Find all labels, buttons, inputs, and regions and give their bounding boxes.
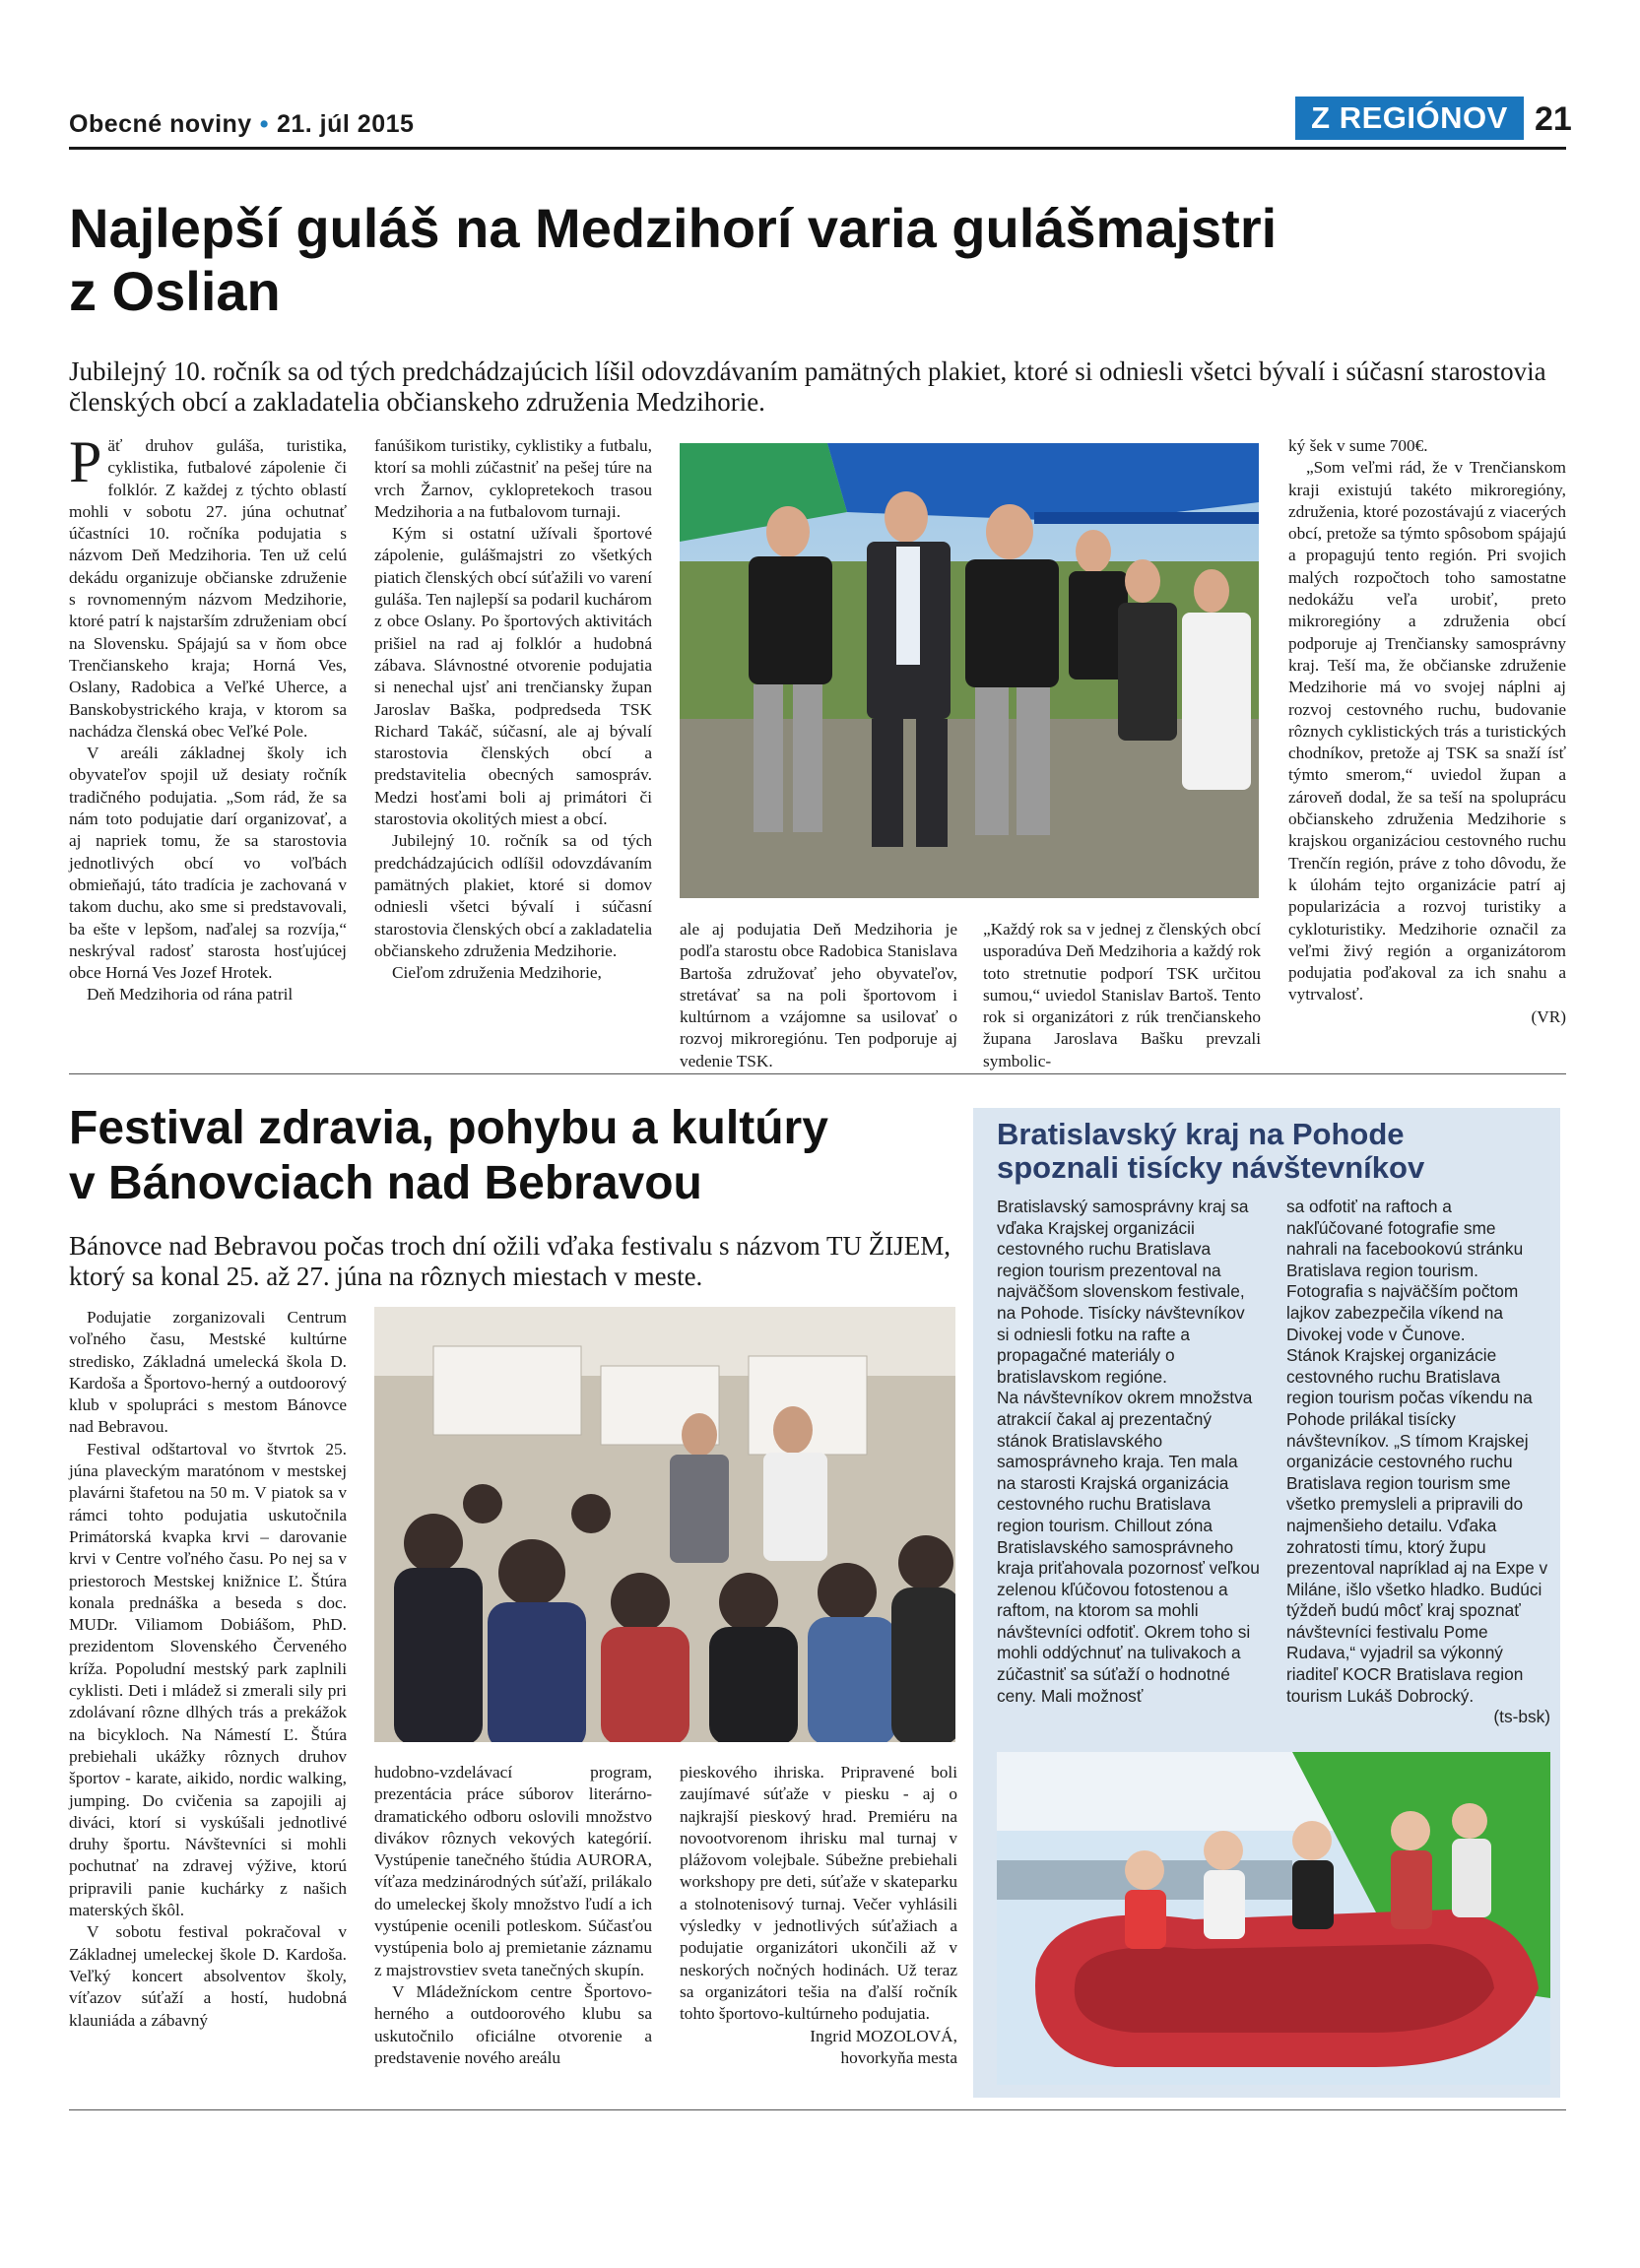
sidebox-col2-paragraph: sa odfotiť na raftoch a nakľúčované fotografie sme nahrali na facebookovú stránku Bratislava region tourism. Fotografia s najväčším počtom lajkov zabezpečila víkend na Divokej vode v Čunove. [1286, 1197, 1524, 1344]
article1-col1-paragraph: Deň Medzihoria od rána patril [87, 985, 294, 1004]
article1-headline-line2: z Oslian [69, 260, 281, 322]
article1-lead: Jubilejný 10. ročník sa od tých predchádzajúcich líšil odovzdávaním pamätných plakiet, ktoré si odniesli všetci bývalí i súčasní starostovia členských obcí a zakladatelia občianskeho združenia Medzihorie. [69, 356, 1546, 417]
drop-cap: P [69, 429, 102, 494]
sidebox-headline [997, 1118, 1548, 1185]
article2-column-2 [374, 1762, 652, 2069]
issue-date: 21. júl 2015 [276, 110, 415, 138]
article1-col3-paragraph: ale aj podujatia Deň Medzihoria je podľa starostu obce Radobica Stanislava Bartoša združovať jeho obyvateľov, stretávať sa na poli športovom i kultúrnom a vzájomne sa usilovať o rozvoj mikroregiónu. Ten podporuje aj vedenie TSK. [680, 920, 957, 1070]
article1-col2-paragraph: Cieľom združenia Medzihorie, [392, 963, 602, 983]
article1-col4-paragraph: „Každý rok sa v jednej z členských obcí usporadúva Deň Medzihoria a každý rok toto stretnutie podporí TSK určitou sumou,“ uviedol Stanislav Bartoš. Tento rok si organizátori z rúk trenčianskeho župana Jaroslava Bašku prevzali symbolic- [983, 920, 1261, 1070]
article1-col2-paragraph: Kým si ostatní užívali športové zápolenie, gulášmajstri zo všetkých piatich členských obcí súťažili vo varení guláša. Ten najlepší sa podaril kuchárom z obce Oslany. Po športových aktivitách prišiel na rad aj folklór a hudobná zábava. Slávnostné otvorenie podujatia si nenechal ujsť ani trenčiansky župan Jaroslav Baška, podpredseda TSK Richard Takáč, súčasní, ale aj bývalí starostovia členských obcí a predstavitelia obecných samospráv. Medzi hosťami boli aj primátori či starostovia okolitých miest a obcí. [374, 524, 652, 829]
group-photo-image [680, 443, 1259, 898]
article2-headline [69, 1101, 955, 1211]
article2-lead: Bánovce nad Bebravou počas troch dní ožili vďaka festivalu s názvom TU ŽIJEM, ktorý sa konal 25. až 27. júna na rôznych miestach v meste. [69, 1231, 951, 1291]
article2-col1-paragraph: Festival odštartoval vo štvrtok 25. júna plaveckým maratónom v mestskej plavárni štafetou na 50 m. V piatok sa v rámci tohto podujatia uskutočnila Primátorská kvapka krvi – darovanie krvi v Centre voľného času. Po nej sa v priestoroch Mestskej knižnice Ľ. Štúra konala prednáška a beseda s doc. MUDr. Viliamom Dobiášom, PhD. prezidentom Slovenského Červeného kríža. Popoludní mestský park zaplnili cyklisti. Deti i mládež si zmerali sily pri zdolávaní rôzne dlhých trás a prekážok na bicykloch. Na Námestí Ľ. Štúra prebiehali ukážky rôznych druhov športov - karate, aikido, nordic walking, jumping. Do cvičenia sa zapojili aj diváci, ktorí si vyskúšali jednotlivé druhy športu. Návštevníci si mohli pochutnať na zdravej výžive, ktorú pripravili panie kuchárky z našich materských škôl. [69, 1439, 347, 1920]
article2-headline-line2: v Bánovciach nad Bebravou [69, 1157, 702, 1209]
sidebox-col2-paragraph: Stánok Krajskej organizácie cestovného ruchu Bratislava region tourism počas víkendu na Pohode prilákal tisícky návštevníkov. „S tímom Krajskej organizácie cestovného ruchu Bratislava region tourism sme všetko premysleli a pripravili do najmenšieho detailu. Vďaka zohratosti tímu, ktorý župu prezentoval napríklad aj na Expe v Miláne, išlo všetko hladko. Budúci týždeň budú môcť kraj spoznať návštevníci festivalu Pome Rudava,“ vyjadril sa výkonný riaditeľ KOCR Bratislava region tourism Lukáš Dobrocký. [1286, 1345, 1548, 1706]
masthead [69, 110, 414, 139]
sidebox-col1-paragraph: Na návštevníkov okrem množstva atrakcií čakal aj prezentačný stánok Bratislavského samosprávneho kraja. Ten mala na starosti Krajská organizácia cestovného ruchu Bratislava region tourism. Chillout zóna Bratislavského samosprávneho kraja priťahovala pozornosť veľkou zelenou kľúčovou fotostenou a raftom, na ktorom sa mohli návštevníci odfotiť. Okrem toho si mohli oddýchnuť na tulivakoch a zúčastniť sa súťaží o hodnotné ceny. Mali možnosť [997, 1388, 1260, 1706]
bottom-rule [69, 2109, 1566, 2110]
sidebox-signature: (ts-bsk) [1493, 1707, 1550, 1727]
article2-col3-paragraph: pieskového ihriska. Pripravené boli zaujímavé súťaže v piesku - aj o najkrajší pieskový hrad. Premiéru na novootvorenom ihrisku mal turnaj v plážovom volejbale. Súbežne prebiehali workshopy pre deti, súťaže v skateparku a stolnotenisový turnaj. Večer vyhlásili výsledky v jednotlivých súťažiach a podujatie organizátori ukončili až v neskorých nočných hodinách. Už teraz sa organizátori tešia na ďalší ročník tohto športovo-kultúrneho podujatia. [680, 1763, 957, 2024]
article1-col2-paragraph: Jubilejný 10. ročník sa od tých predchádzajúcich odlíšil odovzdávaním pamätných plakiet, ktoré si domov odniesli všetci bývalí i súčasní starostovia členských obcí a zakladatelia občianskeho združenia Medzihorie. [374, 831, 652, 960]
article1-col1-paragraph: äť druhov guláša, turistika, cyklistika, futbalové zápolenie či folklór. Z každej z týchto oblastí mohli v sobotu 27. júna ochutnať účastníci 10. ročníka podujatia s názvom Deň Medzihoria. Ten už celú dekádu organizuje občianske združenie s rovnomenným názvom Medzihorie, ktoré patrí k najstarším združeniam obcí na Slovensku. Spájajú sa v ňom obce Trenčianskeho kraja; Horná Ves, Oslany, Radobica a Veľké Uherce, a Banskobystrického kraja, v ktorom sa nachádza členská obec Veľké Pole. [69, 436, 347, 741]
article2-col2-paragraph: hudobno-vzdelávací program, prezentácia práce súborov literárno-dramatického odboru oslovili množstvo divákov rôznych vekových kategórií. Vystúpenie tanečného štúdia AURORA, víťaza medzinárodných súťaží, prilákalo do umeleckej školy množstvo ľudí a ich vystúpenie ocenili potleskom. Súčasťou vystúpenia bolo aj premietanie záznamu z majstrovstiev sveta tanečných skupín. [374, 1763, 652, 1979]
article1-column-5 [1288, 435, 1566, 1028]
article2-author-role: hovorkyňa mesta [840, 2047, 957, 2067]
sidebox-headline-line1: Bratislavský kraj na Pohode [997, 1117, 1405, 1151]
page-number: 21 [1535, 100, 1572, 138]
header-rule [69, 147, 1566, 150]
article2-column-1 [69, 1307, 347, 2032]
sidebox-column-1 [997, 1197, 1261, 1707]
article1-headline [69, 197, 1566, 323]
article2-col1-paragraph: V sobotu festival pokračoval v Základnej umeleckej škole D. Kardoša. Veľký koncert absolventov školy, víťazov súťaží a hostí, hudobná klauniáda a zábavný [69, 1922, 347, 2030]
section-badge: Z REGIÓNOV [1295, 97, 1524, 140]
article2-headline-line1: Festival zdravia, pohybu a kultúry [69, 1102, 828, 1154]
article1-signature: (VR) [1531, 1006, 1566, 1026]
sidebox-headline-line2: spoznali tisícky návštevníkov [997, 1150, 1425, 1185]
article1-col2-paragraph: fanúšikom turistiky, cyklistiky a futbalu, ktorí sa mohli zúčastniť na pešej túre na vrch Žarnov, cyklopretekoch trasou Medzihoria a na futbalovom turnaji. [374, 436, 652, 521]
sidebox-column-2 [1286, 1197, 1550, 1728]
article2-col1-paragraph: Podujatie zorganizovali Centrum voľného času, Mestské kultúrne stredisko, Základná umelecká škola D. Kardoša a Športovo-herný a outdoorový klub v spolupráci s mestom Bánovce nad Bebravou. [69, 1308, 347, 1437]
raft-photo-image [997, 1752, 1550, 2085]
paper-name: Obecné noviny [69, 110, 252, 138]
article-divider [69, 1073, 1566, 1074]
article1-column-2 [374, 435, 652, 984]
article1-col1-paragraph: V areáli základnej školy ich obyvateľov spojil už desiaty ročník tradičného podujatia. „Som rád, že sa nám toto podujatie darí organizovať, a aj napriek tomu, že sa starostovia jednotlivých obcí vo voľbách obmieňajú, táto tradícia je zachovaná v takom duchu, ako sme si predstavovali, ba ešte v lepšom, naďalej sa rozvíja,“ neskrýval radosť starosta hosťujúcej obce Horná Ves Jozef Hrotek. [69, 744, 347, 983]
article1-headline-line1: Najlepší guláš na Medzihorí varia gulášmajstri [69, 197, 1278, 259]
article1-column-3 [680, 919, 957, 1072]
sidebox-col1-paragraph: Bratislavský samosprávny kraj sa vďaka Krajskej organizácii cestovného ruchu Bratislava region tourism prezentoval na najväčšom slovenskom festivale, na Pohode. Tisícky návštevníkov si odniesli fotku na rafte a propagačné materiály o bratislavskom regióne. [997, 1197, 1249, 1387]
lecture-photo [374, 1307, 955, 1742]
goulash-event-photo [680, 443, 1259, 898]
separator-dot-icon: • [259, 110, 269, 138]
raft-photo [997, 1752, 1550, 2085]
article2-author: Ingrid MOZOLOVÁ, [810, 2026, 957, 2045]
article2-column-3 [680, 1762, 957, 2069]
article2-col2-paragraph: V Mládežníckom centre Športovo-herného a outdoorového klubu sa uskutočnilo oficiálne otvorenie a predstavenie nového areálu [374, 1981, 652, 2067]
article1-col5-paragraph: ký šek v sume 700€. [1288, 436, 1428, 455]
lecture-photo-image [374, 1307, 955, 1742]
article1-column-1 [69, 429, 347, 1006]
article1-column-4 [983, 919, 1261, 1072]
article1-col5-paragraph: „Som veľmi rád, že v Trenčianskom kraji existujú takéto mikroregióny, združenia, ktoré pozostávajú z viacerých obcí, pretože sa týmto spôsobom spájajú a propagujú tento región. Pri svojich malých rozpočtoch toho samostatne nedokážu veľa urobiť, preto mikroregióny a združenia obcí podporuje aj Trenčiansky samosprávny kraj. Teší ma, že občianske združenie Medzihorie má vo svojej náplni aj rozvoj cestovného ruchu, budovanie rôznych cyklistických trás a turistických chodníkov, pretože aj TSK sa snaží ísť týmto smerom,“ uviedol župan a zároveň dodal, že sa teší na spoluprácu občianskeho združenia Medzihorie s krajskou organizáciou cestovného ruchu Trenčín región, práve z toho dôvodu, že k úlohám tejto organizácie patrí aj popularizácia a rozvoj turistiky a cykloturistiky. Medzihorie označil za veľmi živý región a organizátorom podujatia poďakoval za ich snahu a vytrvalosť. [1288, 458, 1566, 1004]
